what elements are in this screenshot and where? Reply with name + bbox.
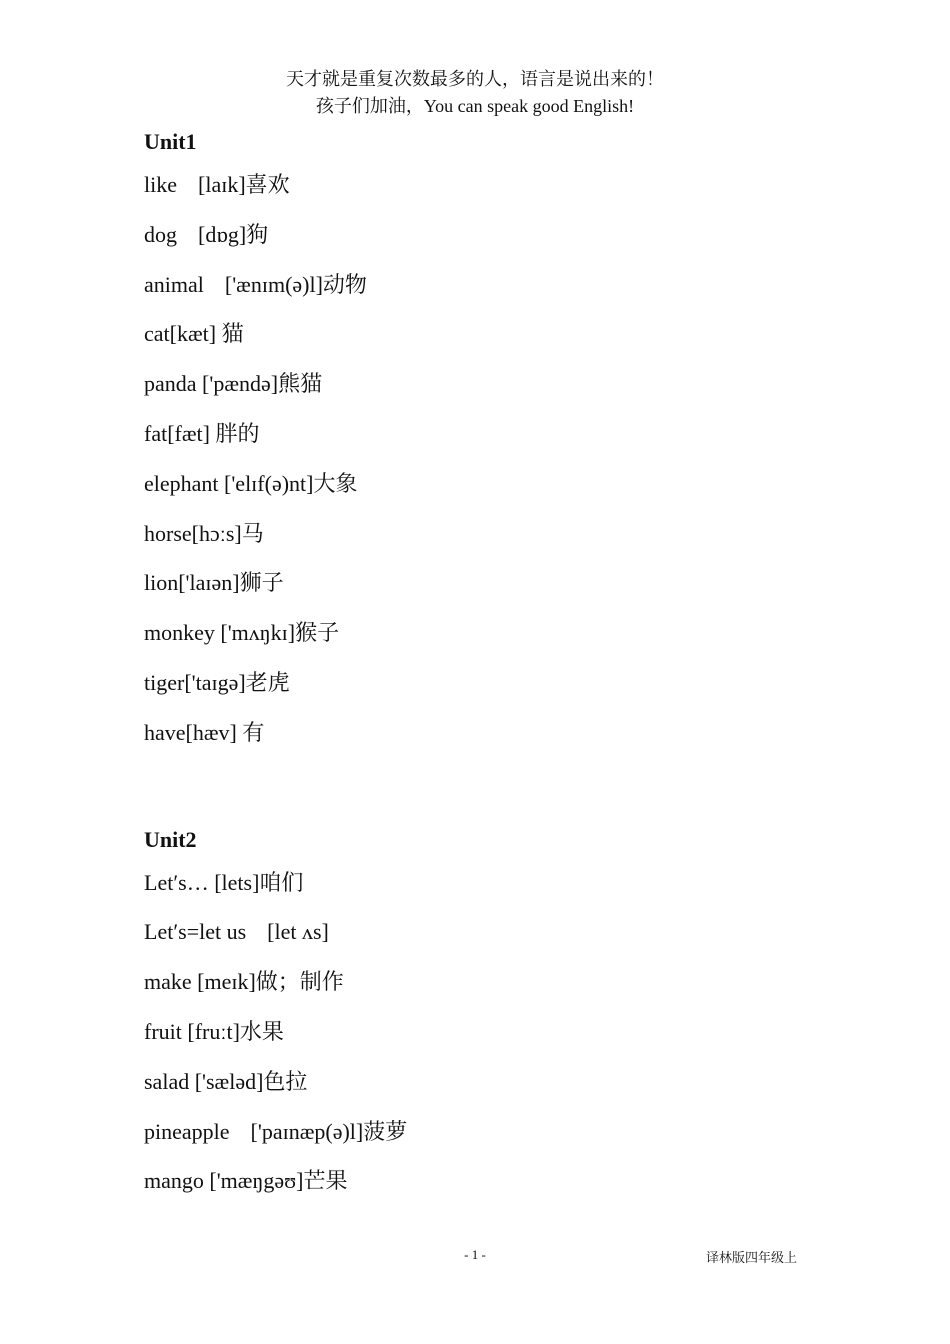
vocab-definition: make [meɪk]做；制作 bbox=[144, 969, 344, 995]
vocab-entry bbox=[144, 359, 864, 409]
vocab-word: like bbox=[144, 172, 177, 197]
vocab-word: Let′s=let us bbox=[144, 919, 247, 945]
vocab-definition: ['paɪnæp(ə)l]菠萝 bbox=[250, 1118, 408, 1144]
page-header bbox=[0, 66, 950, 120]
vocab-definition: cat[kæt] 猫 bbox=[144, 321, 244, 347]
vocab-definition: fat[fæt] 胖的 bbox=[144, 420, 260, 446]
vocab-entry bbox=[144, 409, 864, 459]
unit-title: Unit1 bbox=[144, 129, 197, 154]
vocab-entry bbox=[144, 907, 864, 957]
vocab-entry bbox=[144, 558, 864, 608]
section-gap bbox=[144, 758, 864, 822]
book-edition: 译林版四年级上 bbox=[706, 1250, 798, 1265]
vocab-entry bbox=[144, 459, 864, 509]
vocab-entry bbox=[144, 1156, 864, 1206]
header-motto: 天才就是重复次数最多的人，语言是说出来的！ bbox=[286, 69, 664, 89]
unit1-word-list bbox=[144, 160, 864, 758]
vocab-definition: have[hæv] 有 bbox=[144, 719, 265, 745]
vocab-definition: fruit [fruːt]水果 bbox=[144, 1018, 284, 1044]
vocab-entry bbox=[144, 1057, 864, 1107]
vocab-definition: horse[hɔːs]马 bbox=[144, 520, 264, 546]
unit-title: Unit2 bbox=[144, 826, 197, 852]
vocab-definition: mango ['mæŋgəʊ]芒果 bbox=[144, 1168, 348, 1194]
vocab-entry bbox=[144, 309, 864, 359]
vocab-definition: Let′s… [lets]咱们 bbox=[144, 869, 304, 895]
header-encouragement: 孩子们加油，You can speak good English! bbox=[315, 96, 635, 116]
vocab-entry bbox=[144, 858, 864, 908]
vocab-entry bbox=[144, 160, 864, 210]
vocab-entry bbox=[144, 260, 864, 310]
vocab-entry bbox=[144, 658, 864, 708]
vocab-definition: salad ['sæləd]色拉 bbox=[144, 1068, 308, 1094]
vocab-definition: [laɪk]喜欢 bbox=[198, 172, 290, 197]
vocab-entry bbox=[144, 957, 864, 1007]
vocab-entry bbox=[144, 1107, 864, 1157]
vocab-word: animal bbox=[144, 271, 204, 297]
vocab-entry bbox=[144, 1007, 864, 1057]
vocab-entry bbox=[144, 509, 864, 559]
vocab-definition: elephant ['elɪf(ə)nt]大象 bbox=[144, 470, 358, 496]
vocabulary-list bbox=[144, 124, 864, 1206]
vocab-definition: lion['laɪən]狮子 bbox=[144, 570, 284, 596]
vocab-word: dog bbox=[144, 221, 177, 247]
vocab-definition: panda ['pændə]熊猫 bbox=[144, 371, 323, 397]
page-number: - 1 - bbox=[464, 1247, 486, 1262]
vocab-entry bbox=[144, 708, 864, 758]
unit2-word-list bbox=[144, 858, 864, 1207]
vocab-word: pineapple bbox=[144, 1118, 230, 1144]
vocab-entry bbox=[144, 210, 864, 260]
vocab-definition: monkey ['mʌŋkɪ]猴子 bbox=[144, 620, 340, 646]
vocab-definition: [let ʌs] bbox=[267, 919, 329, 945]
vocab-definition: ['ænɪm(ə)l]动物 bbox=[224, 271, 367, 297]
vocab-entry bbox=[144, 608, 864, 658]
vocab-definition: [dɒg]狗 bbox=[198, 221, 269, 247]
vocab-definition: tiger['taɪgə]老虎 bbox=[144, 669, 290, 695]
